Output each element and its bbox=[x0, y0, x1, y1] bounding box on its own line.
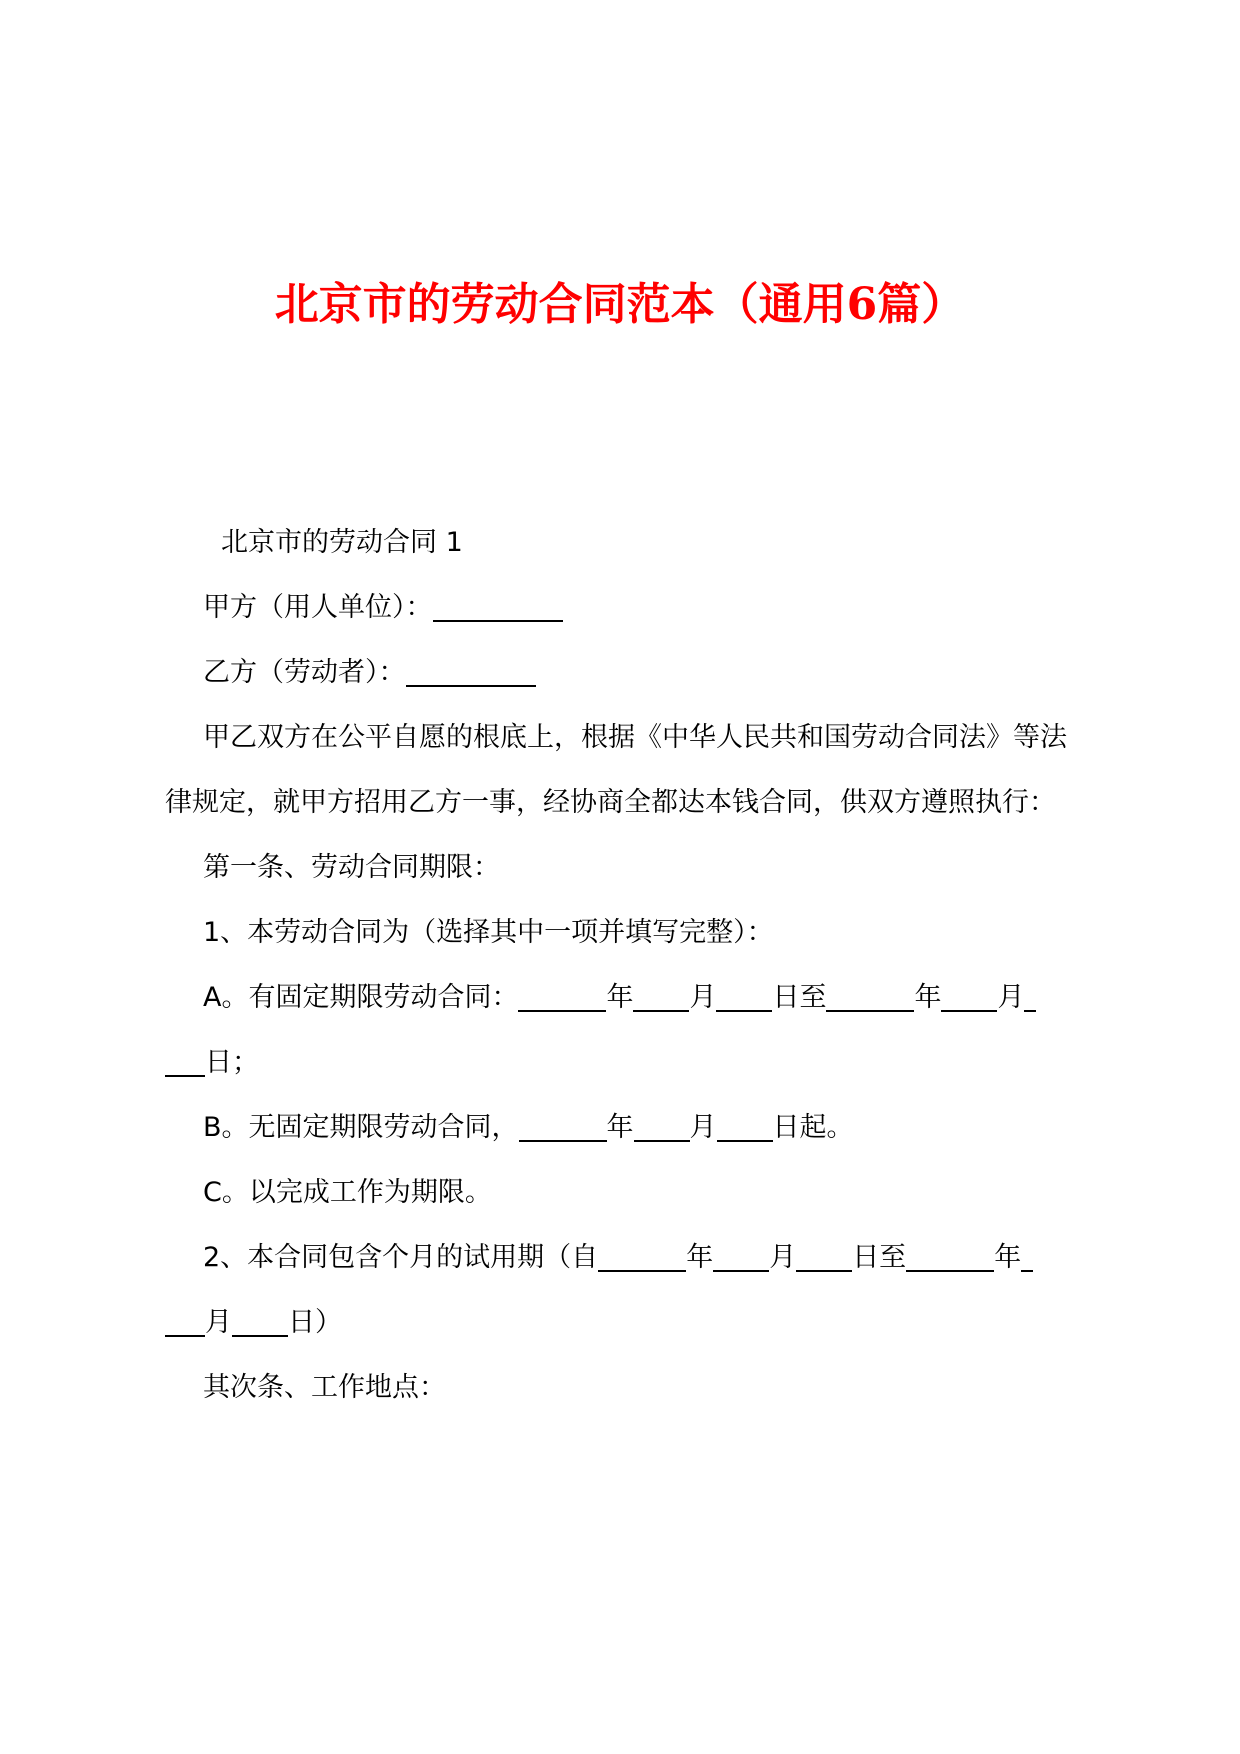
clause-2-prefix: 2、本合同包含个月的试用期（自 bbox=[203, 1242, 599, 1273]
option-a-end-month-label: 月 bbox=[997, 982, 1025, 1013]
option-a-start-day-blank[interactable] bbox=[716, 982, 772, 1012]
clause-2-end-month-blank-part1[interactable] bbox=[1021, 1242, 1033, 1272]
section-heading: 北京市的劳动合同 1 bbox=[221, 527, 463, 558]
option-a-day-to-label: 日至 bbox=[772, 982, 827, 1013]
party-a-blank[interactable] bbox=[433, 592, 563, 622]
option-b-year-label: 年 bbox=[606, 1112, 634, 1143]
option-b-prefix: B。无固定期限劳动合同， bbox=[203, 1112, 519, 1143]
clause-2-month-label: 月 bbox=[769, 1242, 797, 1273]
clause-2-start-day-blank[interactable] bbox=[796, 1242, 852, 1272]
clause-2-end-month-blank-part2[interactable] bbox=[165, 1307, 205, 1337]
clause-2-end-year-label: 年 bbox=[994, 1242, 1022, 1273]
option-a-end-day-blank-part1[interactable] bbox=[1024, 982, 1036, 1012]
option-c-line: C。以完成工作为期限。 bbox=[203, 1177, 492, 1208]
party-b-label: 乙方（劳动者）： bbox=[203, 657, 406, 688]
option-a-prefix: A。有固定期限劳动合同： bbox=[203, 982, 519, 1013]
clause-2-day-end-label: 日） bbox=[288, 1307, 342, 1338]
option-a-start-year-blank[interactable] bbox=[518, 982, 606, 1012]
option-a-end-month-blank[interactable] bbox=[941, 982, 997, 1012]
clause-2-year-label: 年 bbox=[686, 1242, 714, 1273]
option-b-line bbox=[165, 1095, 1085, 1160]
option-a-month-label: 月 bbox=[689, 982, 717, 1013]
option-a-line bbox=[165, 965, 1085, 1095]
option-b-day-blank[interactable] bbox=[717, 1112, 773, 1142]
option-a-start-month-blank[interactable] bbox=[633, 982, 689, 1012]
article-2-heading: 其次条、工作地点： bbox=[203, 1372, 446, 1403]
preamble-paragraph: 甲乙双方在公平自愿的根底上，根据《中华人民共和国劳动合同法》等法律规定，就甲方招用乙方一事，经协商全都达本钱合同，供双方遵照执行： bbox=[165, 722, 1067, 818]
party-a-label: 甲方（用人单位）： bbox=[203, 592, 433, 623]
option-b-month-blank[interactable] bbox=[634, 1112, 690, 1142]
clause-2-end-year-blank[interactable] bbox=[906, 1242, 994, 1272]
clause-1-intro: 1、本劳动合同为（选择其中一项并填写完整）： bbox=[203, 917, 774, 948]
option-a-end-year-label: 年 bbox=[914, 982, 942, 1013]
clause-2-start-month-blank[interactable] bbox=[713, 1242, 769, 1272]
party-b-blank[interactable] bbox=[406, 657, 536, 687]
option-b-day-from-label: 日起。 bbox=[772, 1112, 854, 1143]
clause-2-start-year-blank[interactable] bbox=[598, 1242, 686, 1272]
clause-2-end-day-blank[interactable] bbox=[232, 1307, 288, 1337]
clause-2-end-month-label: 月 bbox=[205, 1307, 232, 1338]
option-a-end-day-blank-part2[interactable] bbox=[165, 1047, 205, 1077]
option-a-day-end-label: 日； bbox=[205, 1047, 259, 1078]
clause-2-line bbox=[165, 1225, 1085, 1355]
article-1-heading: 第一条、劳动合同期限： bbox=[203, 852, 500, 883]
option-a-year-label: 年 bbox=[606, 982, 634, 1013]
document-title: 北京市的劳动合同范本（通用6篇） bbox=[274, 279, 966, 330]
clause-2-day-to-label: 日至 bbox=[852, 1242, 907, 1273]
option-b-month-label: 月 bbox=[689, 1112, 717, 1143]
party-b-line bbox=[165, 640, 1085, 705]
option-a-end-year-blank[interactable] bbox=[826, 982, 914, 1012]
document-body bbox=[165, 510, 1085, 1420]
party-a-line bbox=[165, 575, 1085, 640]
option-b-year-blank[interactable] bbox=[519, 1112, 607, 1142]
